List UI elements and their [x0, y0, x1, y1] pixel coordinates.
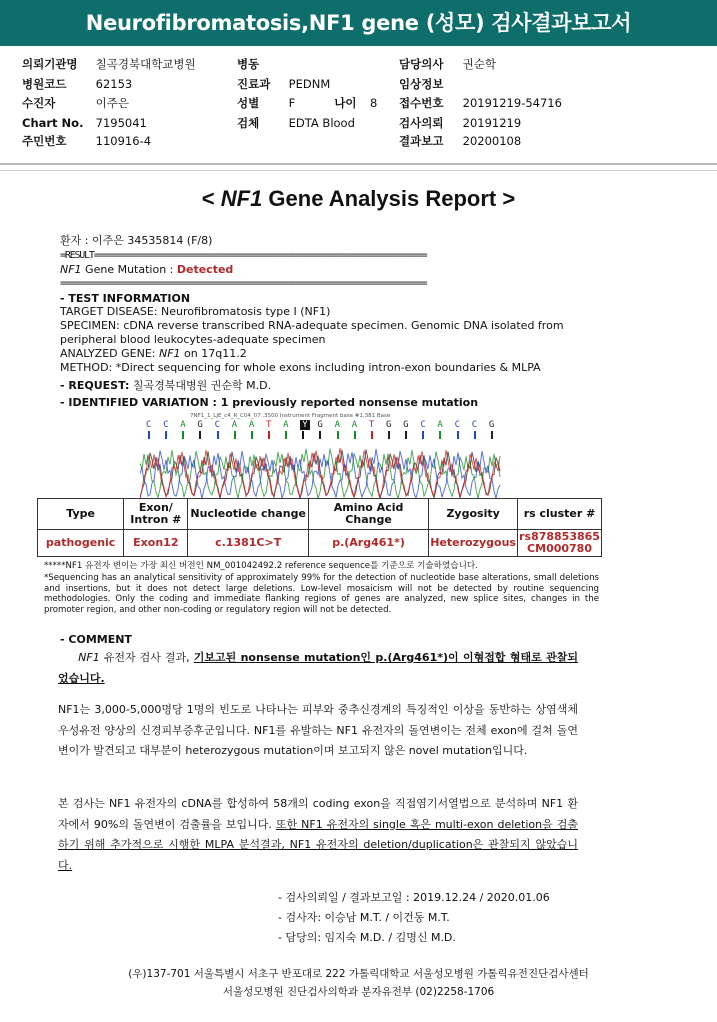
- institution-value: 칠곡경북대학교병원: [95, 57, 196, 71]
- base-tick: [354, 431, 356, 439]
- age-value: 8: [369, 96, 378, 110]
- footer-department: 서울성모병원 진단검사의학과 분자유전부 (02)2258-1706: [222, 986, 495, 998]
- meta-resident: [22, 133, 151, 149]
- base-call: A: [283, 420, 289, 430]
- base-call: A: [334, 420, 340, 430]
- meta-specimen: [237, 115, 355, 131]
- meta-accession: [399, 95, 562, 111]
- base-tick: [388, 431, 390, 439]
- cell-exon: Exon12: [124, 530, 188, 557]
- base-call: C: [214, 420, 220, 430]
- cell-nucleotide: c.1381C>T: [188, 530, 309, 557]
- resident-label: 주민번호: [22, 134, 67, 148]
- base-call: Y: [302, 420, 308, 430]
- base-calls: [140, 420, 510, 442]
- meta-report-date: [399, 133, 521, 149]
- sex-label: 성별: [237, 96, 260, 110]
- chromatogram-trace: [140, 441, 510, 501]
- base-tick: [371, 431, 373, 439]
- base-call: G: [488, 420, 495, 430]
- meta-patient: [22, 95, 129, 111]
- base-call: C: [163, 420, 169, 430]
- base-call: A: [248, 420, 255, 430]
- age-label: 나이: [334, 96, 357, 110]
- institution-label: 의뢰기관명: [22, 57, 78, 71]
- base-call: A: [180, 420, 186, 430]
- request-date-label: 검사의뢰: [399, 116, 444, 130]
- accession-label: 접수번호: [399, 96, 444, 110]
- dept-label: 진료과: [237, 77, 271, 91]
- cell-type: pathogenic: [38, 530, 124, 557]
- col-rs-header: rs cluster #: [518, 499, 602, 530]
- signoff-physicians: - 담당의: 임지숙 M.D. / 김명신 M.D.: [278, 931, 456, 944]
- chart-value: 7195041: [95, 116, 147, 130]
- footer-address: (우)137-701 서울특별시 서초구 반포대로 222 가톨릭대학교 서울성모병원 가톨릭유전진단검사센터: [128, 968, 589, 980]
- accession-value: 20191219-54716: [462, 96, 562, 110]
- meta-ward: [237, 56, 289, 72]
- instrument-line: 7NF1_1_LJE_c4_R_C04_07 .3500 Instrument Fragment base #1,381 Base: [190, 413, 391, 419]
- chart-label: Chart No.: [22, 116, 84, 130]
- divider: [0, 170, 717, 171]
- resident-value: 110916-4: [95, 134, 152, 148]
- clinical-label: 임상정보: [399, 77, 444, 91]
- meta-hospital-code: [22, 76, 132, 92]
- base-tick: [234, 431, 236, 439]
- meta-dept: [237, 76, 330, 92]
- signoff-examiners: - 검사자: 이승남 M.T. / 이건동 M.T.: [278, 911, 450, 924]
- meta-sex: [237, 95, 377, 111]
- col-type-header: Type: [38, 499, 124, 530]
- hospital-code-label: 병원코드: [22, 77, 67, 91]
- cell-rs: rs878853865 CM000780: [519, 530, 600, 555]
- meta-doctor: [399, 56, 496, 72]
- base-tick: [182, 431, 184, 439]
- base-call: C: [454, 420, 460, 430]
- analyzed-gene: ANALYZED GENE: NF1 on 17q11.2: [60, 347, 247, 360]
- cell-amino: p.(Arg461*): [308, 530, 428, 557]
- result-line: =RESULT=====================================================================: [60, 250, 427, 261]
- doctor-value: 권순학: [462, 57, 496, 71]
- variant-table: [37, 498, 602, 557]
- specimen-line-2: peripheral blood leukocytes-adequate specimen: [60, 333, 326, 346]
- base-call: A: [351, 420, 358, 430]
- base-call: T: [266, 420, 272, 430]
- col-amino-header: Amino Acid Change: [308, 499, 428, 530]
- reference-note: *****NF1 유전자 변이는 가장 최신 버전인 NM_001042492.2 reference sequence를 기준으로 기술하였습니다.: [44, 561, 478, 571]
- base-tick: [148, 431, 150, 439]
- meta-chart: [22, 115, 147, 131]
- base-tick: [474, 431, 476, 439]
- meta-institution: [22, 56, 196, 72]
- patient-label: 수진자: [22, 96, 56, 110]
- col-zygosity-header: Zygosity: [429, 499, 518, 530]
- base-tick: [251, 431, 253, 439]
- base-tick: [302, 431, 304, 439]
- meta-clinical: [399, 76, 463, 92]
- base-tick: [422, 431, 424, 439]
- sensitivity-note: *Sequencing has an analytical sensitivity of approximately 99% for the detection of nucleotide base alterations, small deletions and insertions, but it does not detect large deletions. Low-level mosaicism will not be detected by routine sequencing methodologies. Only the coding and immediate flanking regions of genes are analyzed, new splice sites, changes in the promoter region, and other non-coding or regulatory region will not be detected.: [44, 573, 599, 615]
- base-tick: [217, 431, 219, 439]
- specimen-value: EDTA Blood: [288, 116, 355, 130]
- base-tick: [439, 431, 441, 439]
- comment-paragraph-3: 본 검사는 NF1 유전자의 cDNA를 합성하여 58개의 coding exon을 직접염기서열법으로 분석하며 NF1 환자에서 90%의 돌연변이 검출률을 보입니다. 또한 NF1 유전자의 single 혹은 multi-exon deletion을 검출하기 위해 추가적으로 시행한 MLPA 분석결과, NF1 유전자의 deletion/duplication은 관찰되지 않았습니다.: [58, 797, 578, 872]
- test-info-heading: - TEST INFORMATION: [60, 292, 191, 305]
- ward-label: 병동: [237, 57, 260, 71]
- sex-value: F: [288, 96, 296, 110]
- base-tick: [285, 431, 287, 439]
- base-tick: [268, 431, 270, 439]
- method-line: METHOD: *Direct sequencing for whole exons including intron-exon boundaries & MLPA: [60, 361, 541, 374]
- hospital-code-value: 62153: [95, 77, 133, 91]
- base-tick: [165, 431, 167, 439]
- comment-paragraph-1: NF1 유전자 검사 결과, 기보고된 nonsense mutation인 p.(Arg461*)이 이형접합 형태로 관찰되었습니다.: [58, 651, 578, 685]
- request-date-value: 20191219: [462, 116, 522, 130]
- base-tick: [319, 431, 321, 439]
- mutation-status: Detected: [176, 263, 234, 276]
- patient-value: 이주은: [95, 96, 129, 110]
- base-tick: [457, 431, 459, 439]
- base-call: C: [471, 420, 478, 430]
- meta-request-date: [399, 115, 521, 131]
- signoff-dates: - 검사의뢰일 / 결과보고일 : 2019.12.24 / 2020.01.06: [278, 891, 550, 904]
- cell-zygosity: Heterozygous: [429, 530, 518, 557]
- dept-value: PEDNM: [288, 77, 331, 91]
- request-line: - REQUEST: 칠곡경북대병원 권순학 M.D.: [60, 379, 272, 392]
- base-tick: [337, 431, 339, 439]
- eq-line: ============================================================================: [60, 278, 427, 289]
- report-date-label: 결과보고: [399, 134, 444, 148]
- mutation-line: NF1 Gene Mutation : Detected: [60, 263, 234, 276]
- sequence-chromatogram: [140, 413, 510, 501]
- base-tick: [405, 431, 407, 439]
- target-disease: TARGET DISEASE: Neurofibromatosis type I (NF1): [60, 305, 331, 318]
- col-exon-header: Exon/ Intron #: [124, 499, 188, 530]
- base-tick: [491, 431, 493, 439]
- base-call: C: [146, 420, 152, 430]
- report-title: < NF1 Gene Analysis Report >: [201, 186, 516, 211]
- base-call: G: [386, 420, 392, 430]
- base-call: C: [420, 420, 426, 430]
- comment-paragraph-2: NF1는 3,000-5,000명당 1명의 빈도로 나타나는 피부와 중추신경계의 특징적인 이상을 동반하는 상염색체 우성유전 양상의 신경피부증후군입니다. NF1를 유발하는 NF1 유전자의 돌연변이는 전체 exon에 걸쳐 돌연변이가 발견되고 대부분이 heterozygous mutation이며 보고되지 않은 novel mutation입니다.: [58, 703, 578, 757]
- doctor-label: 담당의사: [399, 57, 444, 71]
- base-call: A: [231, 420, 238, 430]
- report-date-value: 20200108: [462, 134, 522, 148]
- comment-heading: - COMMENT: [60, 633, 132, 646]
- base-call: G: [403, 420, 409, 430]
- trace-line: [140, 449, 500, 499]
- table-row: [38, 530, 602, 557]
- identified-variation: - IDENTIFIED VARIATION : 1 previously reported nonsense mutation: [60, 396, 479, 409]
- base-call: G: [197, 420, 203, 430]
- divider: [0, 163, 717, 165]
- specimen-line-1: SPECIMEN: cDNA reverse transcribed RNA-adequate specimen. Genomic DNA isolated from: [60, 319, 564, 332]
- specimen-label: 검체: [237, 116, 260, 130]
- base-call: A: [437, 420, 443, 430]
- report-header-title: Neurofibromatosis,NF1 gene (성모) 검사결과보고서: [0, 0, 717, 46]
- col-nucleotide-header: Nucleotide change: [188, 499, 309, 530]
- base-call: T: [368, 420, 375, 430]
- patient-line: 환자 : 이주은 34535814 (F/8): [60, 234, 213, 247]
- variant-table-header: [38, 499, 602, 530]
- base-tick: [199, 431, 201, 439]
- base-call: G: [317, 420, 323, 430]
